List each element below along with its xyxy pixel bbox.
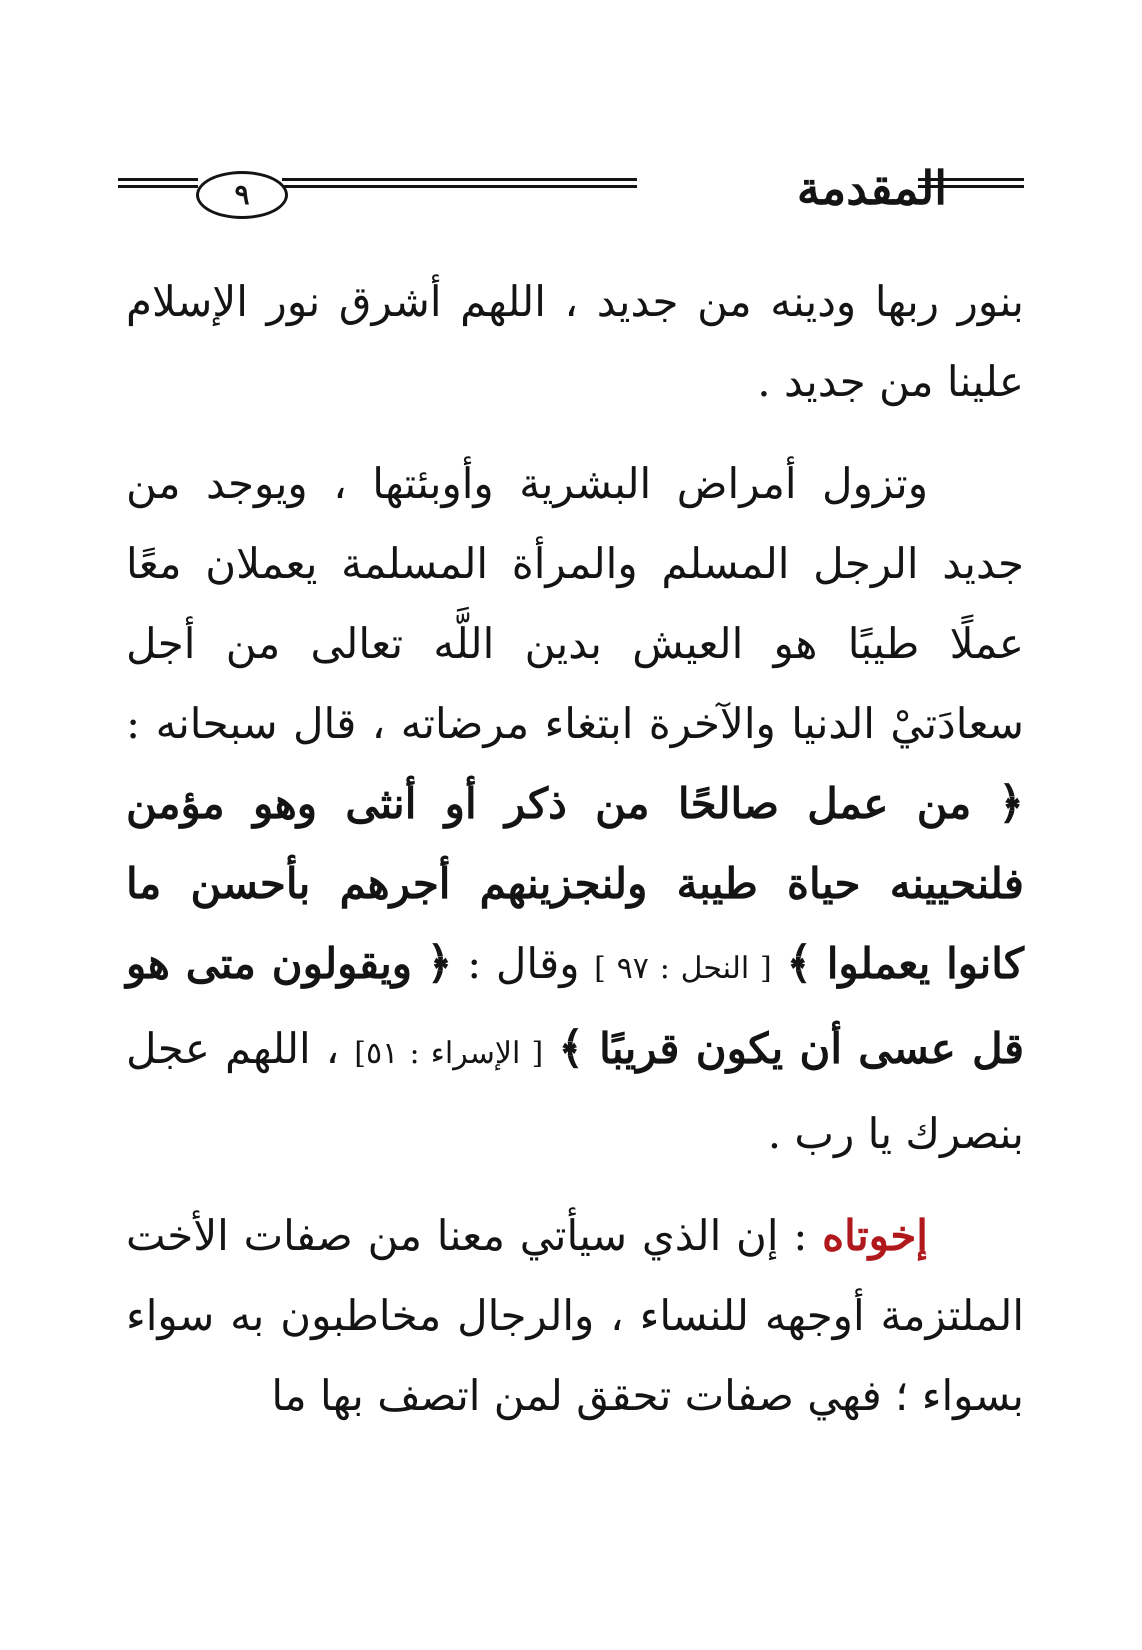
- header-rule-left: [118, 178, 198, 188]
- quran-open-bracket-2: ﴿: [426, 938, 453, 989]
- quran-verse-2: ويقولون متى هو قل عسى أن يكون قريبًا: [126, 939, 1025, 1073]
- quran-verse-1: من عمل صالحًا من ذكر أو أنثى وهو مؤمن فلنحيينه حياة طيبة ولنجزينهم أجرهم بأحسن ما كانوا يعملوا: [126, 779, 1024, 988]
- verse-reference-1: [ النحل : ٩٧ ]: [594, 951, 772, 986]
- paragraph-2-closing: ، اللهم عجل بنصرك يا رب .: [126, 1024, 1024, 1158]
- quran-close-bracket-2: ﴾: [558, 1023, 585, 1074]
- header-rule-middle: [282, 178, 637, 188]
- verse-reference-2: [ الإسراء : ٥١]: [354, 1036, 544, 1071]
- paragraph-3-text: : إن الذي سيأتي معنا من صفات الأخت الملتزمة أوجهه للنساء ، والرجال مخاطبون به سواء بسواء ؛ فهي صفات تحقق لمن اتصف بها ما: [126, 1211, 1024, 1420]
- page-number-badge: ٩: [196, 171, 288, 219]
- quran-open-bracket: ﴿: [998, 778, 1024, 829]
- paragraph-2-intro: وتزول أمراض البشرية وأوبئتها ، ويوجد من جديد الرجل المسلم والمرأة المسلمة يعملان معًا عملًا طيبًا هو العيش بدين اللَّه تعالى من أجل سعادَتيْ الدنيا والآخرة ابتغاء مرضاته ، قال سبحانه :: [126, 459, 1024, 748]
- paragraph-3: [126, 1196, 1024, 1436]
- body-text: [126, 262, 1024, 1436]
- and-said: وقال :: [467, 939, 580, 988]
- page-title: المقدمة: [796, 161, 947, 215]
- quran-close-bracket: ﴾: [786, 938, 813, 989]
- paragraph-3-lead: إخوتاه: [822, 1211, 928, 1260]
- paragraph-1: بنور ربها ودينه من جديد ، اللهم أشرق نور الإسلام علينا من جديد .: [126, 277, 1024, 406]
- paragraph-2: [126, 444, 1024, 1174]
